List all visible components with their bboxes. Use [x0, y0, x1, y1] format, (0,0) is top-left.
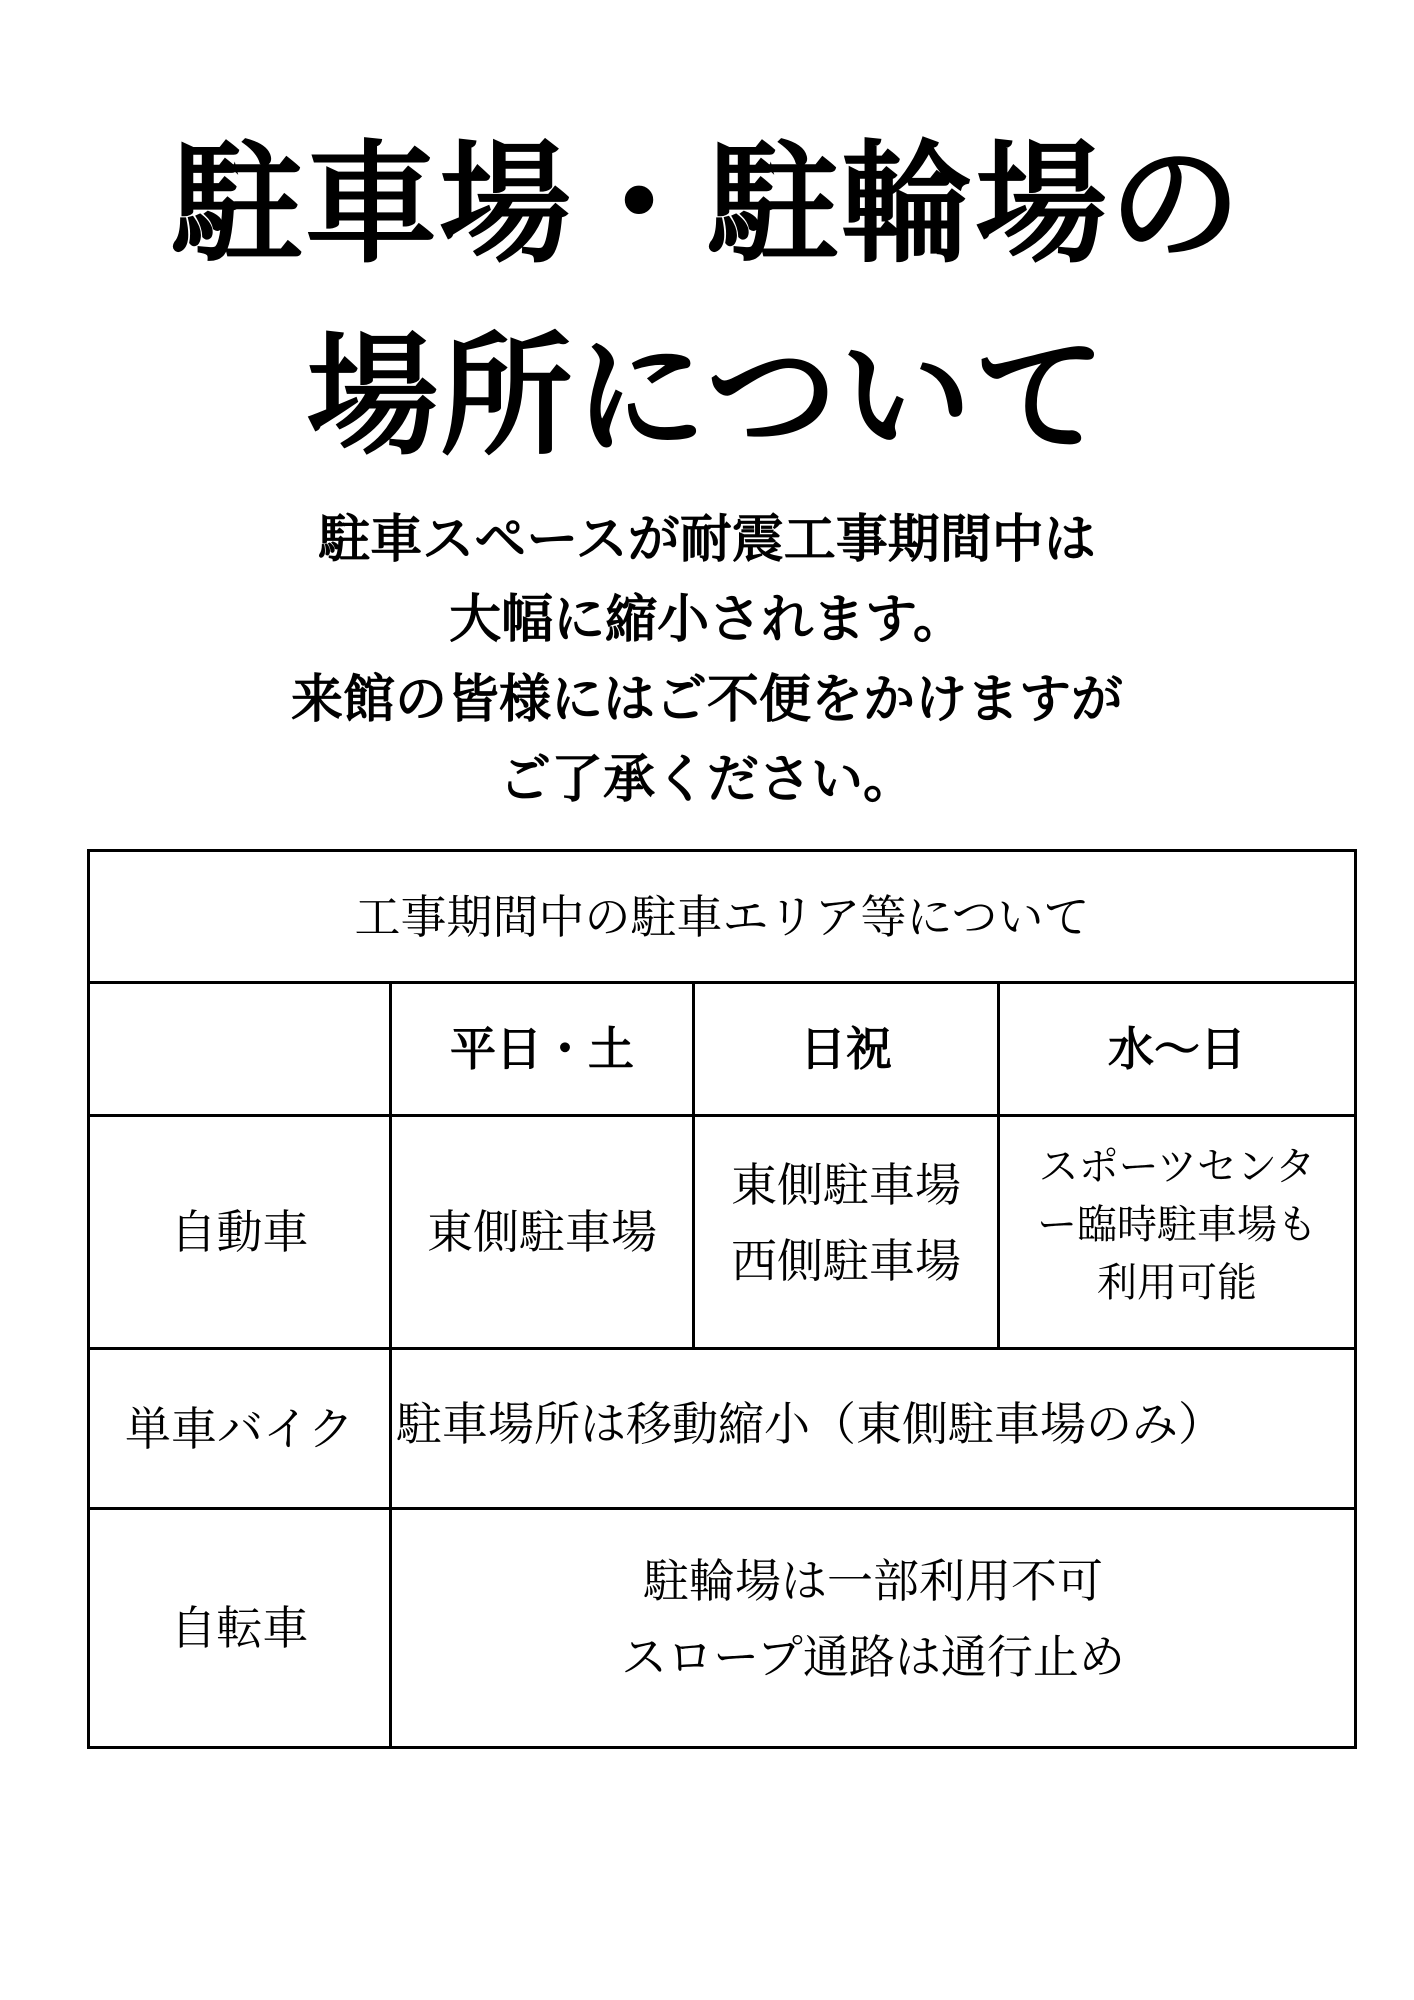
header-wed-sun: 水〜日	[997, 981, 1357, 1117]
car-holiday	[692, 1114, 1000, 1350]
row-label-bicycle: 自転車	[87, 1507, 392, 1749]
notice-line-2: 大幅に縮小されます。	[449, 590, 965, 650]
notice-line-4: ご了承ください。	[498, 750, 915, 810]
page-title-line-1: 駐車場・駐輪場の	[171, 128, 1243, 282]
row-label-car: 自動車	[87, 1114, 392, 1350]
parking-table	[87, 849, 1357, 1749]
row-label-motorcycle: 単車バイク	[87, 1347, 392, 1510]
car-wed-sun-line-3: 利用可能	[1097, 1260, 1257, 1306]
header-holiday: 日祝	[692, 981, 1000, 1117]
car-holiday-line-1: 東側駐車場	[731, 1158, 961, 1212]
bicycle-line-1: 駐輪場は一部利用不可	[642, 1554, 1103, 1608]
header-empty-cell	[87, 981, 392, 1117]
bicycle-value	[389, 1507, 1357, 1749]
car-wed-sun	[997, 1114, 1357, 1350]
page-title-line-2: 場所について	[306, 320, 1108, 474]
car-holiday-line-2: 西側駐車場	[731, 1234, 961, 1288]
car-weekday-sat: 東側駐車場	[389, 1114, 695, 1350]
header-weekday-sat: 平日・土	[389, 981, 695, 1117]
car-wed-sun-line-1: スポーツセンタ	[1038, 1144, 1316, 1190]
bicycle-line-2: スロープ通路は通行止め	[621, 1630, 1125, 1684]
table-caption: 工事期間中の駐車エリア等について	[87, 849, 1357, 984]
notice-line-3: 来館の皆様にはご不便をかけますが	[290, 670, 1123, 730]
motorcycle-value: 駐車場所は移動縮小（東側駐車場のみ）	[389, 1347, 1357, 1510]
car-wed-sun-line-2: ー臨時駐車場も	[1037, 1202, 1317, 1248]
notice-line-1: 駐車スペースが耐震工事期間中は	[318, 510, 1096, 570]
